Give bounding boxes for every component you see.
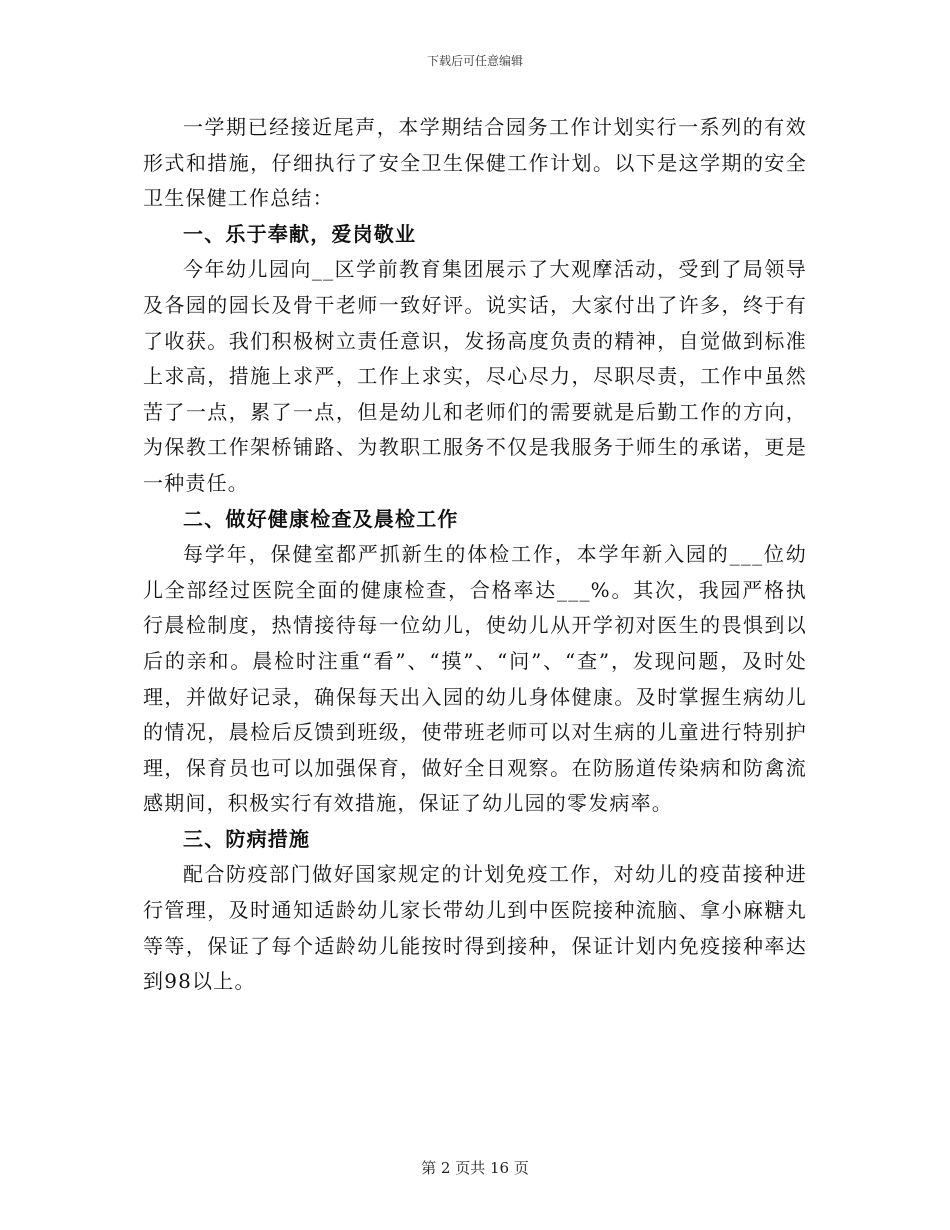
section-heading-2: 二、做好健康检查及晨检工作 [183,506,459,531]
page-number-footer: 第 2 页共 16 页 [421,1159,529,1177]
document-body [143,110,807,1000]
section-heading-3: 三、防病措施 [183,826,311,851]
page-header: 下载后可任意编辑 [426,54,523,68]
section-paragraph-1: 今年幼儿园向__区学前教育集团展示了大观摩活动，受到了局领导及各园的园长及骨干老师一致好评。说实话，大家付出了许多，终于有了收获。我们积极树立责任意识，发扬高度负责的精神，自觉做到标准上求高，措施上求严，工作上求实，尽心尽力，尽职尽责，工作中虽然苦了一点，累了一点，但是幼儿和老师们的需要就是后勤工作的方向，为保教工作架桥铺路、为教职工服务不仅是我服务于师生的承诺，更是一种责任。 [143,257,807,495]
intro-paragraph: 一学期已经接近尾声，本学期结合园务工作计划实行一系列的有效形式和措施，仔细执行了安全卫生保健工作计划。以下是这学期的安全卫生保健工作总结： [143,115,807,211]
section-paragraph-2: 每学年，保健室都严抓新生的体检工作，本学年新入园的___位幼儿全部经过医院全面的健康检查，合格率达___%。其次，我园严格执行晨检制度，热情接待每一位幼儿，使幼儿从开学初对医生的畏惧到以后的亲和。晨检时注重“看”、“摸”、“问”、“查”，发现问题，及时处理，并做好记录，确保每天出入园的幼儿身体健康。及时掌握生病幼儿的情况，晨检后反馈到班级，使带班老师可以对生病的儿童进行特别护理，保育员也可以加强保育，做好全日观察。在防肠道传染病和防禽流感期间，积极实行有效措施，保证了幼儿园的零发病率。 [143,542,807,816]
section-paragraph-3: 配合防疫部门做好国家规定的计划免疫工作，对幼儿的疫苗接种进行管理，及时通知适龄幼儿家长带幼儿到中医院接种流脑、拿小麻糖丸等等，保证了每个适龄幼儿能按时得到接种，保证计划内免疫接种率达到98以上。 [143,862,807,994]
section-heading-1: 一、乐于奉献，爱岗敬业 [183,221,417,246]
